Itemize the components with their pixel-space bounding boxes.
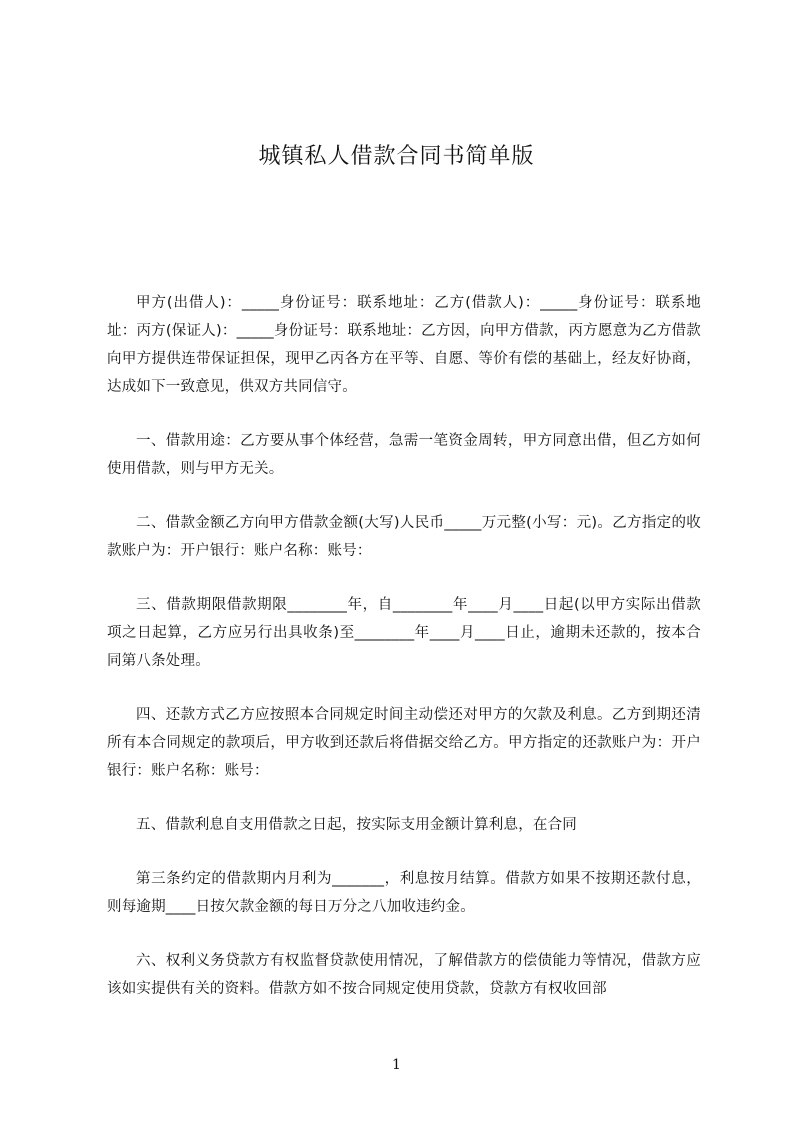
document-body	[107, 289, 701, 1003]
page-number: 1	[392, 1057, 401, 1073]
paragraph-parties: 甲方(出借人)：_____身份证号：联系地址：乙方(借款人)：_____身份证号：联系地址：丙方(保证人)：_____身份证号：联系地址：乙方因，向甲方借款，丙方愿意为乙方借款向甲方提供连带保证担保，现甲乙丙各方在平等、自愿、等价有偿的基础上，经友好协商，达成如下一致意见，供双方共同信守。	[107, 295, 701, 395]
paragraph-loan-amount: 二、借款金额乙方向甲方借款金额(大写)人民币_____万元整(小写：元)。乙方指定的收款账户为：开户银行：账户名称：账号：	[107, 515, 701, 559]
paragraph-interest: 五、借款利息自支用借款之日起，按实际支用金额计算利息，在合同	[136, 817, 577, 833]
paragraph-repayment: 四、还款方式乙方应按照本合同规定时间主动偿还对甲方的欠款及利息。乙方到期还清所有本合同规定的款项后，甲方收到还款后将借据交给乙方。甲方指定的还款账户为：开户银行：账户名称：账号：	[107, 707, 701, 779]
paragraph-rights-obligations: 六、权利义务贷款方有权监督贷款使用情况，了解借款方的偿债能力等情况，借款方应该如实提供有关的资料。借款方如不按合同规定使用贷款，贷款方有权收回部	[107, 953, 701, 997]
paragraph-loan-purpose: 一、借款用途：乙方要从事个体经营，急需一笔资金周转，甲方同意出借，但乙方如何使用借款，则与甲方无关。	[107, 433, 701, 477]
paragraph-interest-rate: 第三条约定的借款期内月利为_______，利息按月结算。借款方如果不按期还款付息，则每逾期____日按欠款金额的每日万分之八加收违约金。	[107, 871, 701, 915]
paragraph-loan-term: 三、借款期限借款期限________年，自________年____月____日起(以甲方实际出借款项之日起算，乙方应另行出具收条)至________年____月____日止，逾期未还款的，按本合同第八条处理。	[107, 597, 701, 669]
document-title: 城镇私人借款合同书简单版	[258, 144, 535, 169]
